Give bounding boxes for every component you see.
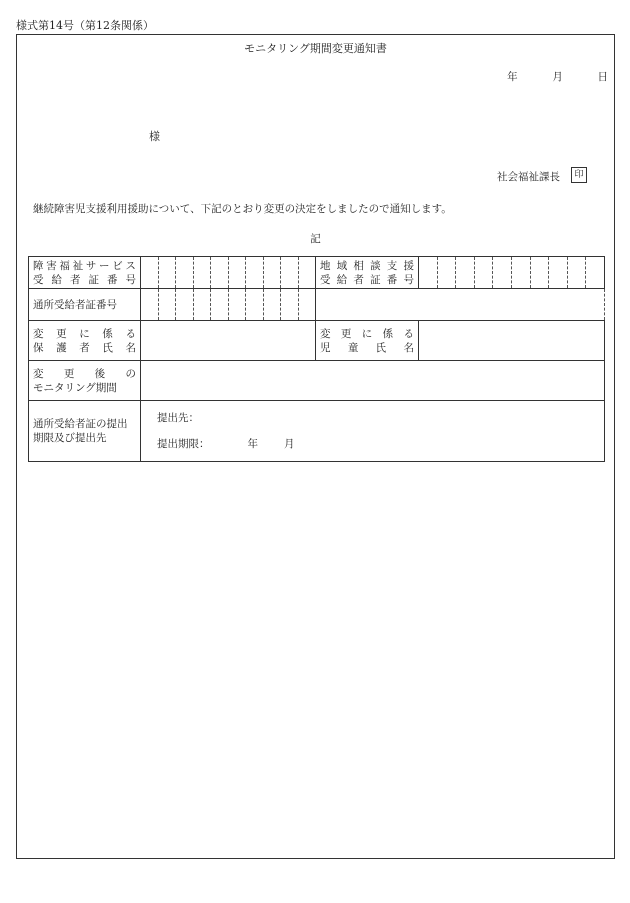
- table-row: [29, 321, 605, 361]
- child-name-label: 変 更 に 係 る 児 童 氏 名: [316, 321, 419, 361]
- guardian-name-label: 変 更 に 係 る 保 護 者 氏 名: [29, 321, 141, 361]
- child-name-field[interactable]: [419, 321, 605, 361]
- guardian-name-field[interactable]: [141, 321, 316, 361]
- submit-to-label: 提出先：: [157, 412, 199, 424]
- day-service-number-field[interactable]: [141, 289, 316, 321]
- community-support-number-field[interactable]: [419, 257, 605, 289]
- document-title: モニタリング期間変更通知書: [244, 42, 387, 55]
- date-day: 日: [597, 71, 608, 83]
- form-number: 様式第14号（第12条関係）: [16, 19, 154, 32]
- table-row: [29, 257, 605, 289]
- table-row: [29, 361, 605, 401]
- welfare-service-label: 障 害 福 祉 サ ー ビ ス 受 給 者 証 番 号: [29, 257, 141, 289]
- table-row: [29, 289, 605, 321]
- day-service-label: 通所受給者証番号: [29, 289, 141, 321]
- date-month: 月: [552, 71, 563, 83]
- issuer-title: 社会福祉課長: [497, 171, 560, 183]
- seal-mark: 印: [571, 167, 587, 183]
- monitoring-period-label: 変 更 後 の モニタリング期間: [29, 361, 141, 401]
- date-row: [507, 69, 608, 84]
- notice-body: 継続障害児支援利用援助について、下記のとおり変更の決定をしましたので通知します。: [33, 203, 452, 215]
- monitoring-period-field[interactable]: [141, 361, 605, 401]
- community-support-label: 地 域 相 談 支 援 受 給 者 証 番 号: [316, 257, 419, 289]
- ki-heading: 記: [310, 233, 321, 245]
- submission-label: 通所受給者証の提出 期限及び提出先: [29, 401, 141, 462]
- date-year: 年: [507, 71, 518, 83]
- table-row: [29, 401, 605, 462]
- welfare-service-number-field[interactable]: [141, 257, 316, 289]
- addressee-suffix: 様: [149, 130, 160, 143]
- document-frame: [16, 34, 615, 859]
- submission-field[interactable]: [141, 401, 605, 462]
- deadline-row: 提出期限： 年 月: [157, 438, 295, 450]
- details-table: [28, 256, 605, 462]
- blank-cell: [316, 289, 605, 321]
